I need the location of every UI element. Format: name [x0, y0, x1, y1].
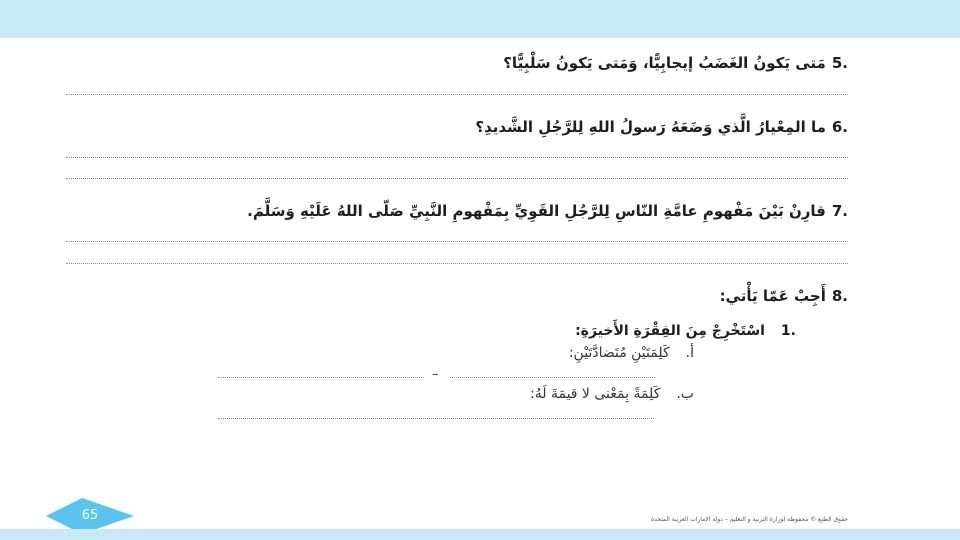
question-text: قارِنْ بَيْنَ مَفْهومِ عامَّةِ النّاسِ لِلرَّجُلِ القَوِيِّ بِمَفْهومِ النَّبِيِّ صَلّى اللهُ عَلَيْهِ وَسَلَّمَ. [247, 202, 826, 220]
question-7 [247, 202, 848, 220]
sub-item-label: ب. [676, 386, 694, 402]
sub-item-b [530, 386, 694, 402]
question-text: مَتى يَكونُ الغَضَبُ إيجابِيًّا، وَمَتى يَكونُ سَلْبِيًّا؟ [503, 54, 826, 72]
sub-item-a [569, 345, 694, 361]
question-number: .8 [831, 287, 848, 305]
answer-line [66, 263, 848, 264]
answer-line [218, 418, 654, 419]
answer-line [66, 178, 848, 179]
sub-question-number: .1 [780, 323, 796, 339]
sub-question-text: اسْتَخْرِجْ مِنَ الفِقْرَةِ الأَخيرَةِ: [575, 323, 765, 339]
top-header-band [0, 0, 960, 38]
question-6 [475, 118, 848, 136]
page-number: 65 [81, 508, 99, 523]
question-5 [503, 54, 848, 72]
answer-line [450, 377, 655, 378]
question-number: .6 [831, 118, 848, 136]
answer-line [218, 377, 424, 378]
question-text: أَجِبْ عَمّا يَأْتي: [719, 287, 826, 305]
sub-item-text: كَلِمَتَيْنِ مُتَضادَّتَيْنِ: [568, 345, 670, 361]
sub-item-label: أ. [685, 345, 694, 361]
sub-question-1 [575, 323, 796, 339]
separator-dash: – [432, 367, 439, 382]
question-number: .7 [831, 202, 848, 220]
question-text: ما المِعْيارُ الَّذي وَضَعَهُ رَسولُ اللهِ لِلرَّجُلِ الشَّديدِ؟ [475, 118, 826, 136]
question-8 [720, 287, 848, 305]
sub-item-text: كَلِمَةً بِمَعْنى لا قيمَةَ لَهُ: [530, 386, 661, 402]
answer-line [66, 94, 848, 95]
answer-line [66, 157, 848, 158]
answer-line [66, 241, 848, 242]
bottom-band [0, 529, 960, 540]
question-number: .5 [831, 54, 848, 72]
copyright-footer: حقوق الطبع © محفوظة لوزارة التربية و التعليم – دولة الإمارات العربية المتحدة [650, 516, 848, 523]
